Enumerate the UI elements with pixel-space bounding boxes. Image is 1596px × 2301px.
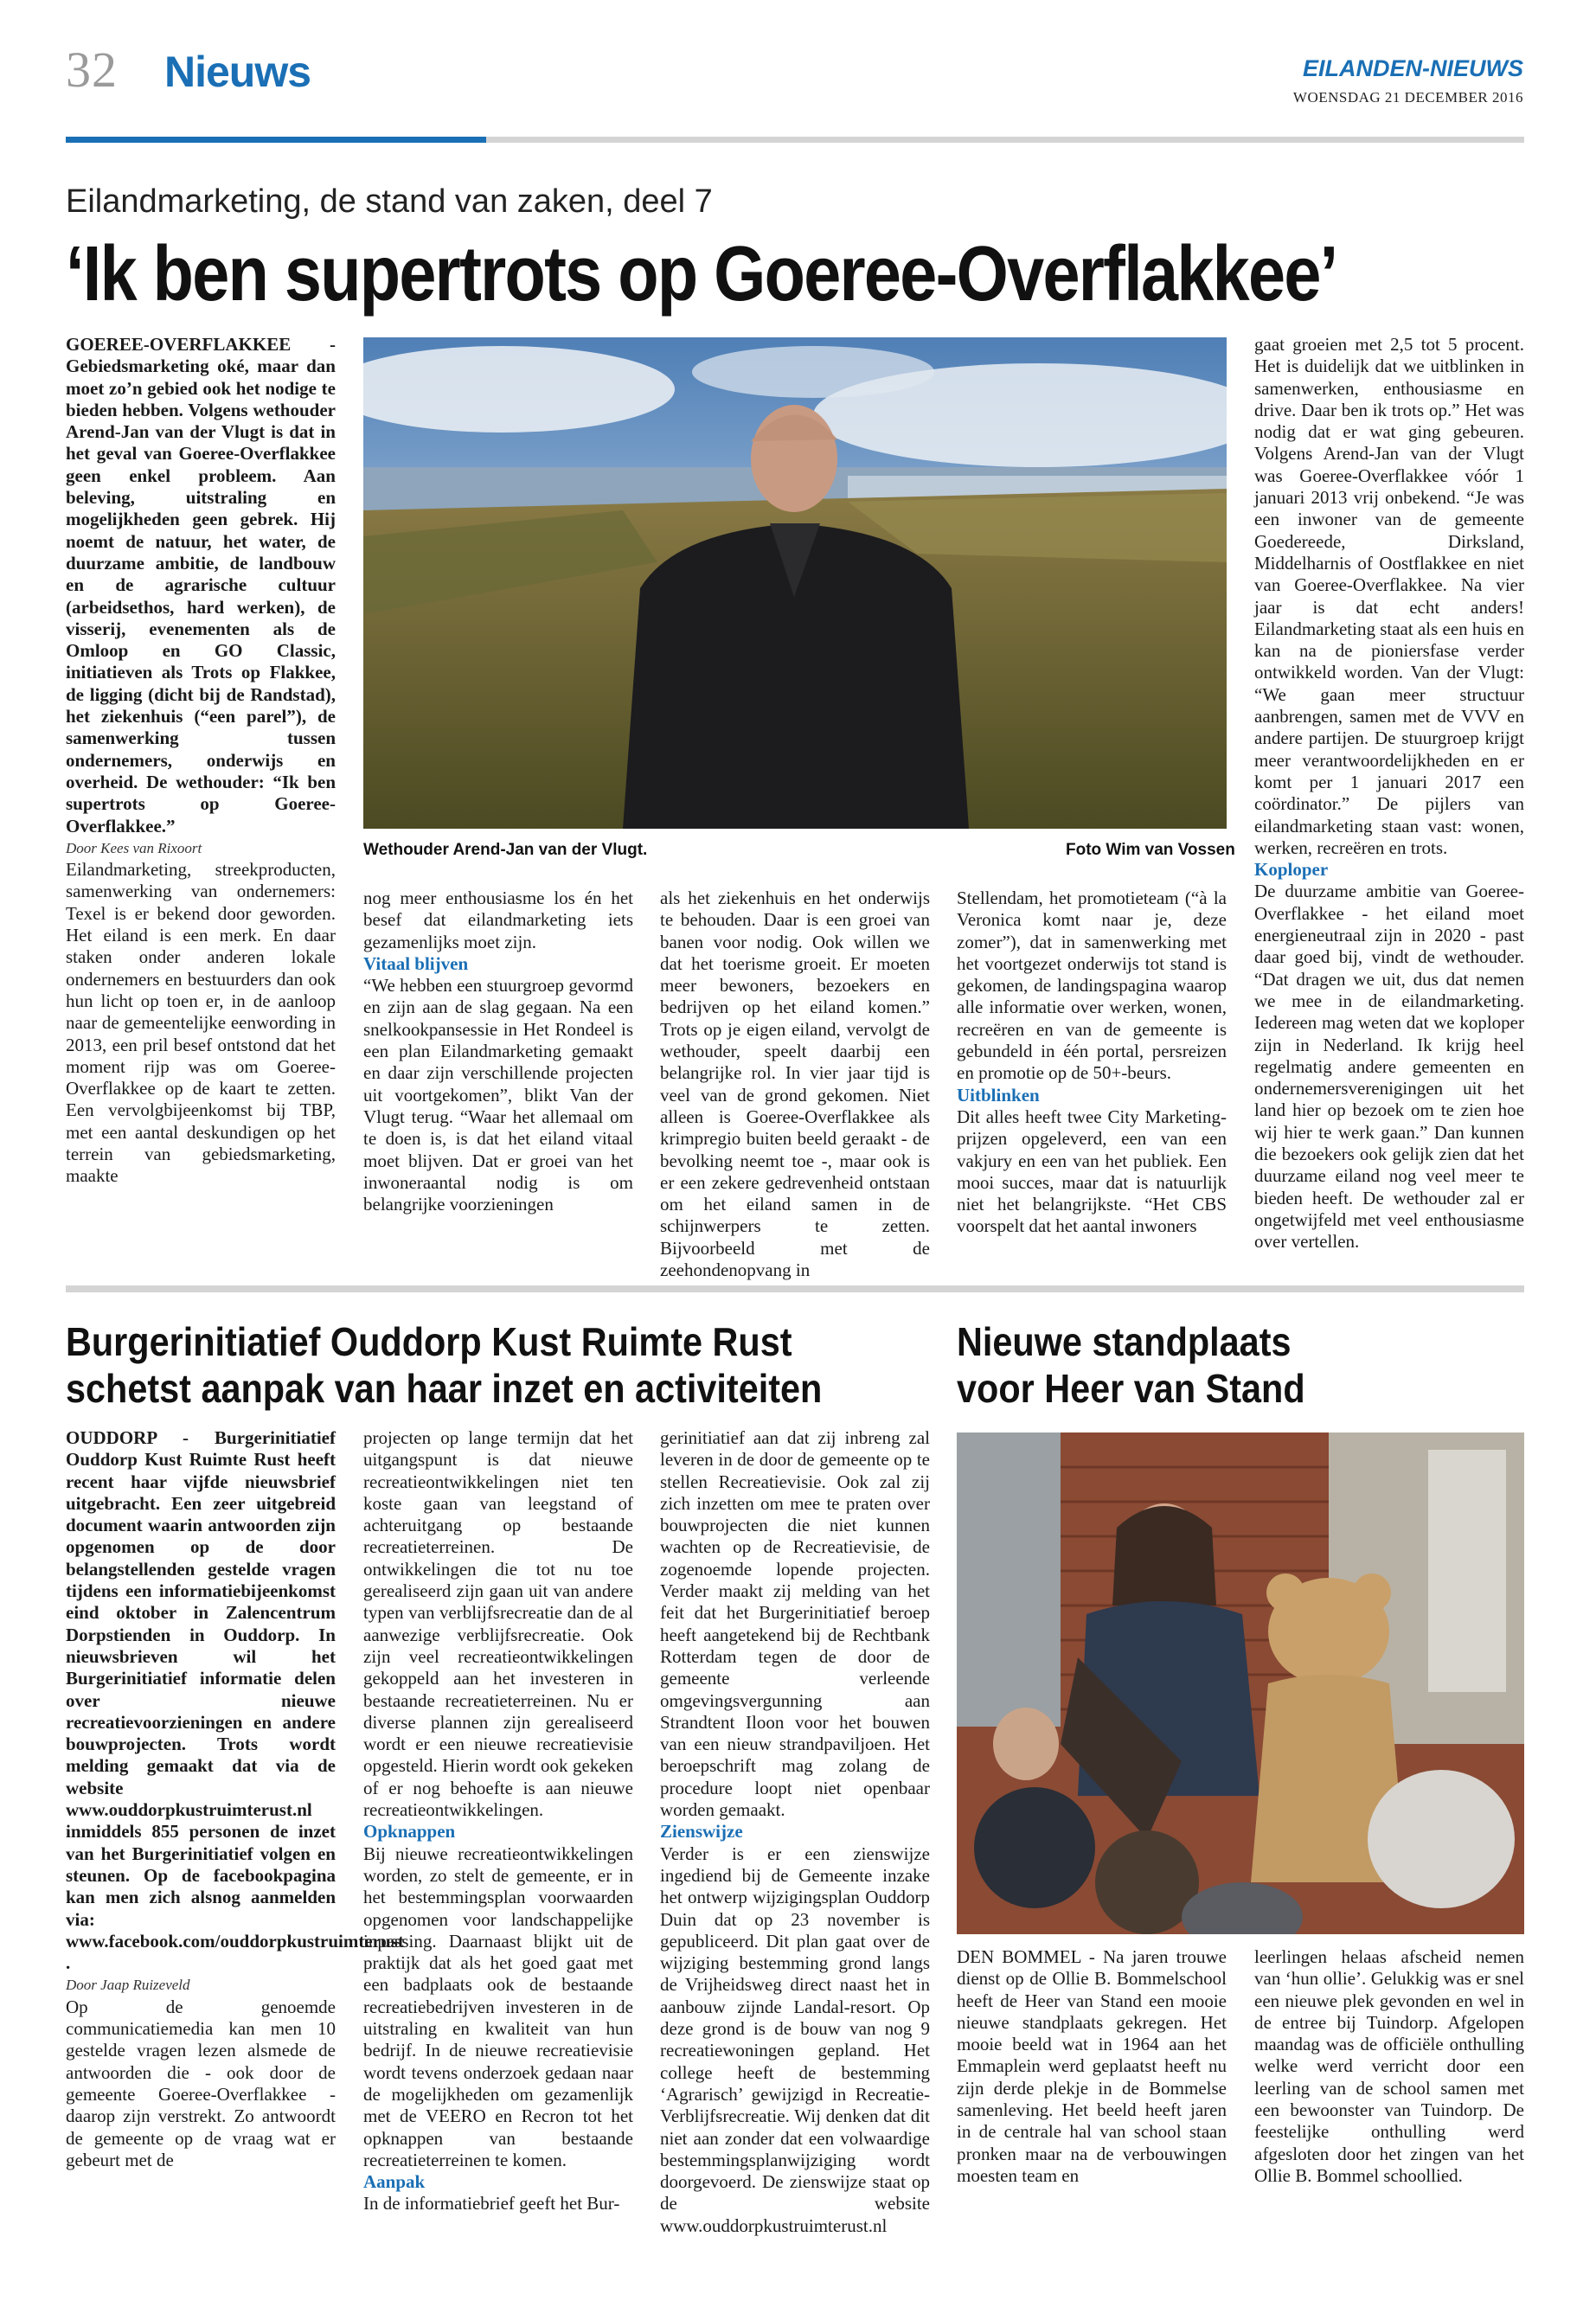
article3-photo [957, 1433, 1524, 1934]
article1-headline: ‘Ik ben supertrots op Goeree-Overflakkee’ [66, 231, 1337, 317]
page-number: 32 [66, 42, 118, 98]
article2-subhead-aanpak: Aanpak [363, 2171, 426, 2193]
article1-column-4 [957, 888, 1227, 1238]
article1-subhead-uitblinken: Uitblinken [957, 1084, 1040, 1106]
article1-column-2 [363, 888, 633, 1215]
article2-headline-line2: schetst aanpak van haar inzet en activiteiten [66, 1366, 823, 1411]
article1-column-1 [66, 334, 336, 1188]
article1-subhead-vitaal: Vitaal blijven [363, 952, 469, 974]
article2-column-2 [363, 1427, 633, 2215]
article2-lead: OUDDORP - Burgerinitiatief Ouddorp Kust Ruimte Rust heeft recent haar vijfde nieuwsbrief uitgebracht. Een zeer uitgebreid document waarin antwoorden zijn opgenomen op de door belangstellenden gestelde vragen tijdens een informatiebijeenkomst eind oktober in Zalencentrum Dorpstienden in Ouddorp. In nieuwsbrieven wil het Burgerinitiatief informatie delen over nieuwe recreatievoorzieningen en andere bouwprojecten. Trots wordt melding gemaakt dat via de website www.ouddorpkustruimterust.nl inmiddels 855 personen de inzet van het Burgerinitiatief volgen en steunen. Op de facebookpagina kan men zich alsnog aanmelden via: www.facebook.com/ouddorpkustruimterust . [66, 1427, 404, 1974]
article1-column-5 [1254, 334, 1524, 1253]
article2-col1-body: Op de genoemde communicatiemedia kan men 10 gestelde vragen lezen alsmede de antwoorden die - ook door de gemeente Goeree-Overflakkee - daarop zijn verstrekt. Zo antwoordt de gemeente op de vraag wat er gebeurt met de [66, 1996, 336, 2170]
article1-col2-body: “We hebben een stuurgroep gevormd en zijn aan de slag gegaan. Na een snelkookpansessie in Het Rondeel is een plan Eilandmarketing gemaakt en daar zijn verschillende projecten uit voortgekomen”, blikt Van der Vlugt terug. “Waar het allemaal om te doen is, is dat het eiland vitaal moet blijven. Dat er groei van het inwoneraantal nodig is om belangrijke voorzieningen [363, 975, 633, 1215]
article2-column-1 [66, 1427, 404, 2171]
article2-byline: Door Jaap Ruizeveld [66, 1977, 190, 1994]
section-divider [66, 1285, 1524, 1292]
article3-col2-body: leerlingen helaas afscheid nemen van ‘hun ollie’. Gelukkig was er snel een nieuwe plek gevonden en wel in de entree bij Tuindorp. Afgelopen maandag was de officiële onthulling welke werd verricht door een leerling van de school samen met een bewoonster van Tuindorp. De feestelijke onthulling werd afgesloten door het zingen van het Ollie B. Bommel schoollied. [1254, 1946, 1524, 2186]
section-title: Nieuws [164, 48, 311, 96]
article1-kicker: Eilandmarketing, de stand van zaken, deel 7 [66, 183, 713, 220]
issue-date: WOENSDAG 21 DECEMBER 2016 [1292, 89, 1523, 106]
article2-col3-body: gerinitiatief aan dat zij inbreng zal leveren in de door de gemeente op te stellen Recreatievisie. Ook zal zij zich inzetten om mee te praten over bouwprojecten die niet kunnen wachten op de Recreatievisie, de zogenoemde lopende projecten. Verder maakt zij melding van het feit dat het Burgerinitiatief beroep heeft aangetekend bij de Rechtbank Rotterdam tegen de door de gemeente verleende omgevingsvergunning aan Strandtent Iloon voor het bouwen van een nieuw strandpaviljoen. Het beroepschrift mag zolang de procedure loopt niet openbaar worden gemaakt. [660, 1427, 930, 1821]
article1-col4-body: Stellendam, het promotieteam (“à la Veronica komt naar je, deze zomer”), dat in samenwerking met het voortgezet onderwijs tot stand is gekomen, de landingspagina waarop alle informatie over werken, wonen, recreëren en van de gemeente is gebundeld in één portal, persreizen en promotie op de 50+-beurs. [957, 888, 1227, 1084]
header-rule-grey [486, 137, 1524, 143]
article1-byline: Door Kees van Rixoort [66, 839, 202, 856]
article2-subhead-zienswijze: Zienswijze [660, 1821, 743, 1843]
article1-lead: GOEREE-OVERFLAKKEE - Gebiedsmarketing oké, maar dan moet zo’n gebied ook het nodige te bieden hebben. Volgens wethouder Arend-Jan van der Vlugt is dat in het geval van Goeree-Overflakkee geen enkel probleem. Aan beleving, uitstraling en mogelijkheden geen gebrek. Hij noemt de natuur, het water, de duurzame ambitie, de landbouw en de agrarische cultuur (arbeidsethos, hard werken), de visserij, evenementen als de Omloop en GO Classic, initiatieven als Trots op Flakkee, de ligging (dicht bij de Randstad), het ziekenhuis (“een parel”), de samenwerking tussen ondernemers, onderwijs en overheid. De wethouder: “Ik ben supertrots op Goeree-Overflakkee.” [66, 334, 336, 836]
article2-col2-body3: In de informatiebrief geeft het Bur- [363, 2193, 620, 2214]
article1-column-3 [660, 888, 930, 1281]
article2-headline-line1: Burgerinitiatief Ouddorp Kust Ruimte Rust [66, 1319, 792, 1364]
article1-col3-body: als het ziekenhuis en het onderwijs te behouden. Daar is een groei van banen voor nodig. Ook willen we dat het toerisme groeit. Er moeten meer bewoners, bezoekers en bedrijven op het eiland komen.” Trots op je eigen eiland, vervolgt de wethouder, speelt daarbij een belangrijke rol. In vier jaar tijd is veel van de grond gekomen. Niet alleen is Goeree-Overflakkee als krimpregio buiten beeld geraakt - de bevolking neemt toe -, maar ook is er een zekere gedrevenheid ontstaan om het eiland samen in de schijnwerpers te zetten. Bijvoorbeeld met de zeehondenopvang in [660, 888, 930, 1281]
article2-subhead-opknappen: Opknappen [363, 1821, 456, 1843]
article3-headline-line2: voor Heer van Stand [957, 1366, 1305, 1411]
article3-column-1 [957, 1946, 1227, 2187]
article3-headline-line1: Nieuwe standplaats [957, 1319, 1292, 1364]
masthead-logo: EILANDEN-NIEUWS [1303, 55, 1523, 81]
article1-col5-body2: De duurzame ambitie van Goeree-Overflakkee - het eiland moet energieneutraal zijn in 2020 - past daar goed bij, vindt de wethouder. “Dat dragen we uit, dus dat nemen we mee in de eilandmarketing. Iedereen mag weten dat we koploper zijn in Nederland. Ik krijg heel regelmatig andere gemeenten en ondernemersverenigingen uit het land hier op bezoek om te zien hoe wij hier te werk gaan.” Dan kunnen die bezoekers ook gelijk zien dat het duurzame eiland nog veel meer te bieden heeft. De wethouder zal er ongetwijfeld met veel enthousiasme over vertellen. [1254, 881, 1524, 1253]
article2-col3-body2: Verder is er een zienswijze ingediend bij de Gemeente inzake het ontwerp wijzigingsplan Ouddorp Duin dat op 23 november is gepubliceerd. Dit plan gaat over de wijziging bestemming grond langs de Vrijheidsweg direct naast het in aanbouw zijnde Landal-resort. Op deze grond is de bouw van nog 9 recreatiewoningen gepland. Het college heeft de bestemming ‘Agrarisch’ gewijzigd in Recreatie-Verblijfsrecreatie. Wij denken dat dit niet aan zonder dat een volwaardige bestemmingsplanwijziging wordt doorgevoerd. De zienswijze staat op de website www.ouddorpkustruimterust.nl [660, 1843, 930, 2236]
article1-col4-body2: Dit alles heeft twee City Marketing-prijzen opgeleverd, een van een vakjury en een van het publiek. Een mooi succes, maar dat is natuurlijk niet het belangrijkste. “Het CBS voorspelt dat het aantal inwoners [957, 1106, 1227, 1237]
article2-col2-body: projecten op lange termijn dat het uitgangspunt is dat nieuwe recreatieontwikkelingen niet ten koste gaan van leegstand of achteruitgang op bestaande recreatieterreinen. De ontwikkelingen die tot nu toe gerealiseerd zijn gaan uit van andere typen van verblijfsrecreatie dan de al aanwezige verblijfsrecreatie. Ook zijn veel recreatieontwikkelingen gekoppeld aan het investeren in bestaande recreatieterreinen. Nu er diverse plannen zijn gerealiseerd wordt er een nieuwe recreatievisie opgesteld. Hierin wordt ook gekeken of er nog behoefte is aan nieuwe recreatieontwikkelingen. [363, 1427, 633, 1821]
article1-photo-credit: Foto Wim van Vossen [1066, 841, 1235, 859]
header-rule-blue [66, 137, 486, 143]
article3-column-2 [1254, 1946, 1524, 2187]
article2-column-3 [660, 1427, 930, 2237]
article1-col2-intro: nog meer enthousiasme los én het besef dat eilandmarketing iets gezamenlijks moet zijn. [363, 888, 633, 952]
article1-photo-caption: Wethouder Arend-Jan van der Vlugt. [363, 841, 648, 859]
article1-col1-body: Eilandmarketing, streekproducten, samenwerking van ondernemers: Texel is er bekend door geworden. Het eiland is een merk. En daar staken onder anderen lokale ondernemers en bestuurders dan ook hun licht op toen er, in de aanloop naar de gemeentelijke eenwording in 2013, een pril besef ontstond dat het moment rijp was om Goeree-Overflakkee op de kaart te zetten. Een vervolgbijeenkomst bij TBP, met een aantal deskundigen op het terrein van gebiedsmarketing, maakte [66, 859, 336, 1187]
article1-photo [363, 337, 1227, 829]
article1-col5-body: gaat groeien met 2,5 tot 5 procent. Het is duidelijk dat we uitblinken in samenwerken, enthousiasme en drive. Daar ben ik trots op.” Het was nodig dat er wat ging gebeuren. Volgens Arend-Jan van der Vlugt was Goeree-Overflakkee vóór 1 januari 2013 vrij onbekend. “Je was een inwoner van de gemeente Goedereede, Dirksland, Middelharnis of Oostflakkee en niet van Goeree-Overflakkee. Na vier jaar is dat echt anders! Eilandmarketing staat als een huis en kan na de pioniersfase verder ontwikkeld worden. Van der Vlugt: “We gaan meer structuur aanbrengen, samen met de VVV en andere partijen. De stuurgroep krijgt meer verantwoordelijkheden en er komt per 1 januari 2017 een coördinator.” De pijlers van eilandmarketing staan vast: wonen, werken, recreëren en trots. [1254, 334, 1524, 858]
article3-col1-body: DEN BOMMEL - Na jaren trouwe dienst op de Ollie B. Bommelschool heeft de Heer van Stand een mooie nieuwe standplaats gekregen. Het mooie beeld wat in 1964 aan het Emmaplein werd geplaatst heeft nu zijn derde plekje in de Bommelse samenleving. Het beeld heeft jaren in de centrale hal van school staan pronken maar na de verbouwingen moesten team en [957, 1946, 1227, 2186]
article1-subhead-koploper: Koploper [1254, 859, 1329, 881]
article2-col2-body2: Bij nieuwe recreatieontwikkelingen worden, zo stelt de gemeente, er in het bestemmingsplan voorwaarden opgenomen voor landschappelijke inpassing. Daarnaast blijkt uit de praktijk dat als het goed gaat met een badplaats ook de bestaande recreatiebedrijven investeren in de uitstraling en kwaliteit van hun bedrijf. In de nieuwe recreatievisie wordt tevens onderzoek gedaan naar de mogelijkheden om gezamenlijk met de VEERO en Recron tot het opknappen van bestaande recreatieterreinen te komen. [363, 1843, 633, 2170]
